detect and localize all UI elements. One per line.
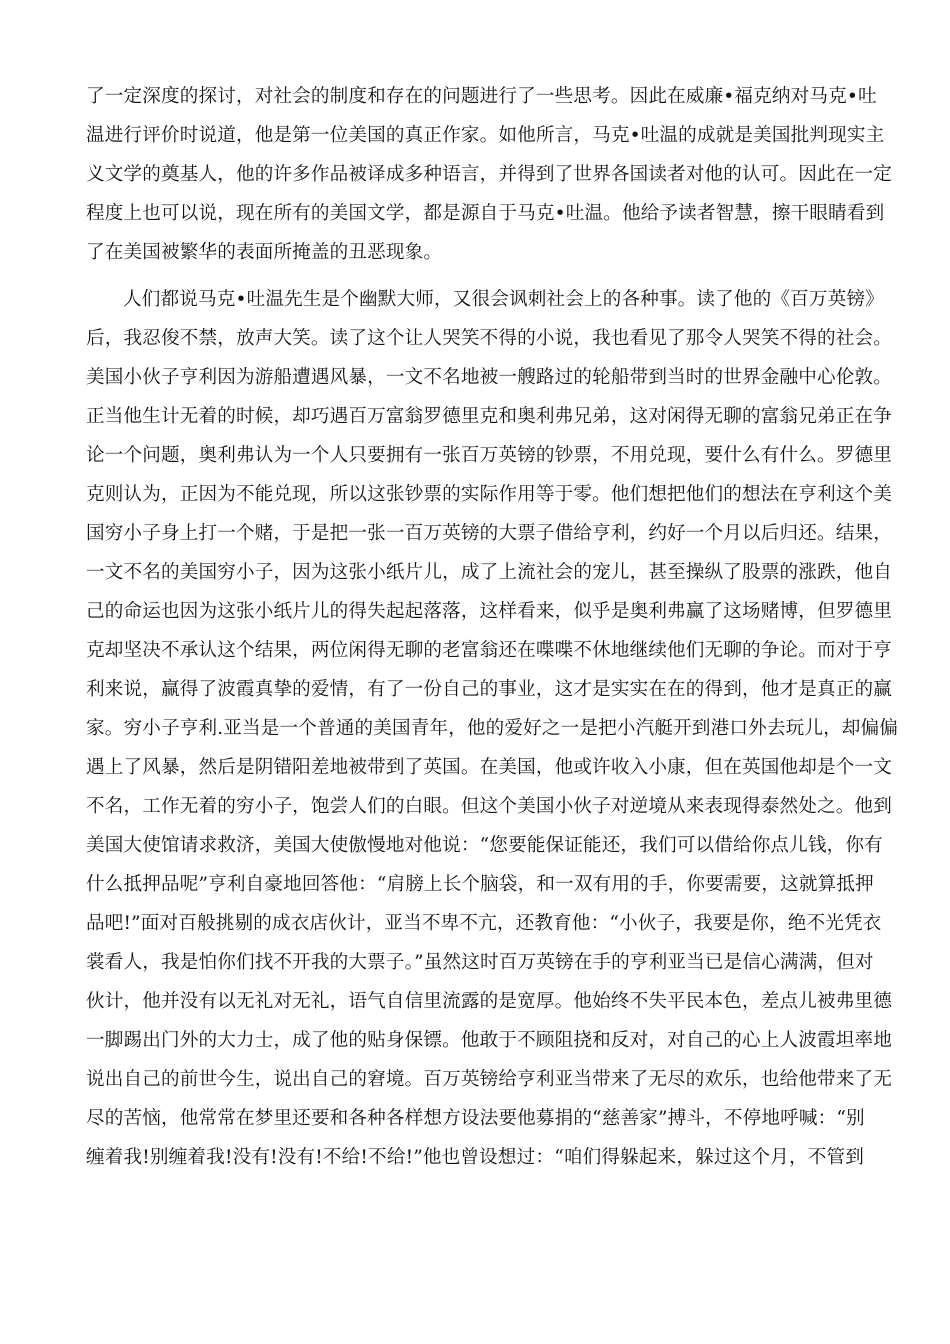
text-line: 了在美国被繁华的表面所掩盖的丑恶现象。 [86,242,443,263]
text-line: 什么抵押品呢”亨利自豪地回答他：“肩膀上长个脑袋，和一双有用的手，你要需要，这就算抵押 [86,874,874,895]
text-line: 不名，工作无着的穷小子，饱尝人们的白眼。但这个美国小伙子对逆境从来表现得泰然处之。他到 [86,796,892,817]
text-line: 克则认为，正因为不能兑现，所以这张钞票的实际作用等于零。他们想把他们的想法在亨利这个美 [86,484,892,505]
text-line: 人们都说马克•吐温先生是个幽默大师，又很会讽刺社会上的各种事。读了他的《百万英镑》 [123,289,884,310]
text-line: 论一个问题，奥利弗认为一个人只要拥有一张百万英镑的钞票，不用兑现，要什么有什么。罗德里 [86,445,892,466]
text-line: 一文不名的美国穷小子，因为这张小纸片儿，成了上流社会的宠儿，甚至操纵了股票的涨跌，他自 [86,562,892,583]
text-line: 伙计，他并没有以无礼对无礼，语气自信里流露的是宽厚。他始终不失平民本色，差点儿被弗里德 [86,991,892,1012]
text-line: 义文学的奠基人，他的许多作品被译成多种语言，并得到了世界各国读者对他的认可。因此在一定 [86,164,892,185]
text-line: 裳看人，我是怕你们找不开我的大票子。”虽然这时百万英镑在手的亨利亚当已是信心满满，但对 [86,952,874,973]
text-line: 了一定深度的探讨，对社会的制度和存在的问题进行了一些思考。因此在威廉•福克纳对马克•吐 [86,86,877,107]
text-line: 利来说，赢得了波霞真挚的爱情，有了一份自己的事业，这才是实实在在的得到，他才是真正的赢 [86,679,892,700]
text-line: 国穷小子身上打一个赌，于是把一张一百万英镑的大票子借给亨利，约好一个月以后归还。结果， [86,523,892,544]
text-line: 克却坚决不承认这个结果，两位闲得无聊的老富翁还在喋喋不休地继续他们无聊的争论。而对于亨 [86,640,892,661]
text-line: 说出自己的前世今生，说出自己的窘境。百万英镑给亨利亚当带来了无尽的欢乐，也给他带来了无 [86,1069,892,1090]
text-line: 程度上也可以说，现在所有的美国文学，都是源自于马克•吐温。他给予读者智慧，擦干眼睛看到 [86,203,885,224]
text-line: 美国大使馆请求救济，美国大使傲慢地对他说：“您要能保证能还，我们可以借给你点儿钱，你有 [86,835,883,856]
text-line: 遇上了风暴，然后是阴错阳差地被带到了英国。在美国，他或许收入小康，但在英国他却是个一文 [86,757,892,778]
text-line: 一脚踢出门外的大力士，成了他的贴身保镖。他敢于不顾阻挠和反对，对自己的心上人波霞坦率地 [86,1030,892,1051]
text-line: 后，我忍俊不禁，放声大笑。读了这个让人哭笑不得的小说，我也看见了那令人哭笑不得的社会。 [86,328,892,349]
text-line: 美国小伙子亨利因为游船遭遇风暴，一文不名地被一艘路过的轮船带到当时的世界金融中心伦敦。 [86,367,892,388]
text-line: 家。穷小子亨利.亚当是一个普通的美国青年，他的爱好之一是把小汽艇开到港口外去玩儿，却偏偏 [86,718,899,739]
text-line: 品吧!”面对百般挑剔的成衣店伙计，亚当不卑不亢，还教育他：“小伙子，我要是你，绝不光凭衣 [86,913,882,934]
text-line: 正当他生计无着的时候，却巧遇百万富翁罗德里克和奥利弗兄弟，这对闲得无聊的富翁兄弟正在争 [86,406,892,427]
text-line: 尽的苦恼，他常常在梦里还要和各种各样想方设法要他募捐的“慈善家”搏斗，不停地呼喊：“别 [86,1108,865,1129]
text-line: 己的命运也因为这张小纸片儿的得失起起落落，这样看来，似乎是奥利弗赢了这场赌博，但罗德里 [86,601,892,622]
text-line: 缠着我!别缠着我!没有!没有!不给!不给!”他也曾设想过：“咱们得躲起来，躲过这个月，不管到 [86,1147,864,1168]
text-line: 温进行评价时说道，他是第一位美国的真正作家。如他所言，马克•吐温的成就是美国批判现实主 [86,125,885,146]
